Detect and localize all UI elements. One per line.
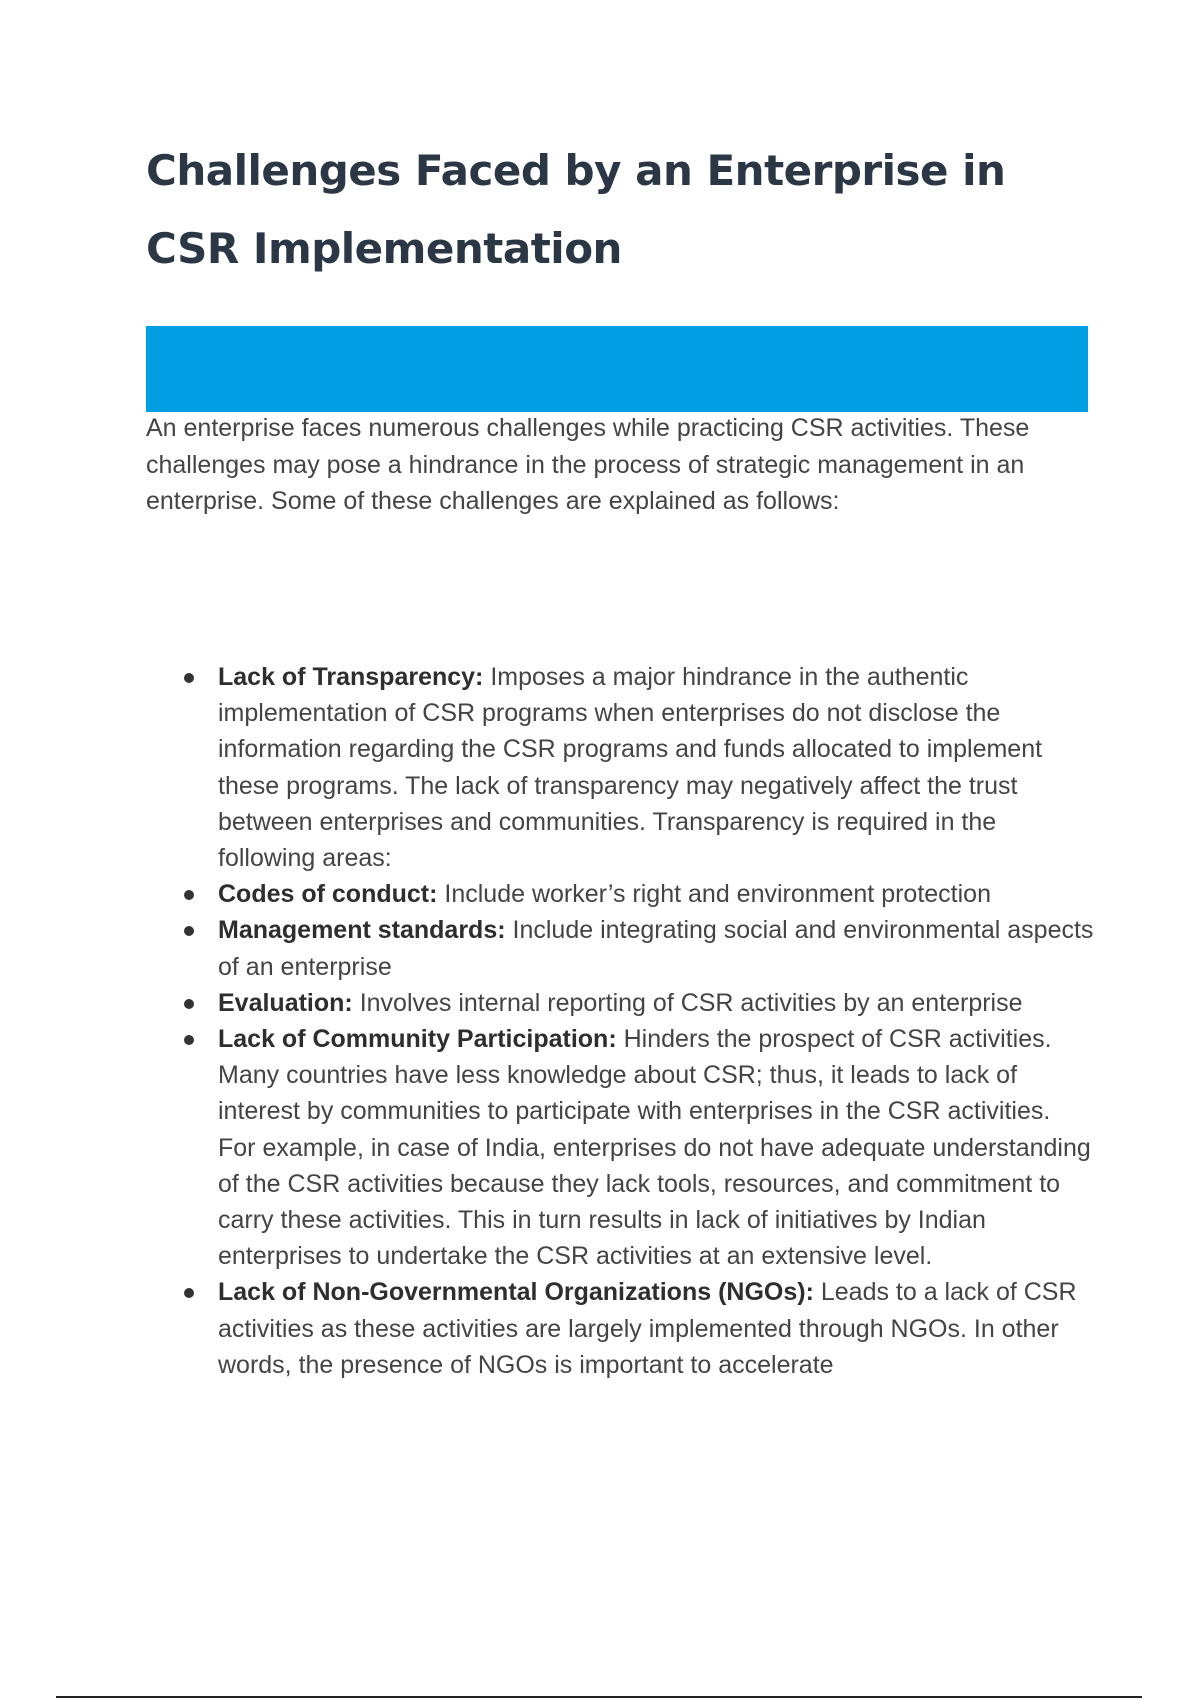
bullet-icon <box>184 890 194 900</box>
challenge-term: Lack of Non-Governmental Organizations (NGOs): <box>218 1278 814 1307</box>
challenge-term: Evaluation: <box>218 988 353 1017</box>
challenge-description: Leads to a lack of CSR activities as these activities are largely implemented through NGOs. In other words, the presence of NGOs is important to accelerate <box>218 1278 1077 1379</box>
bullet-icon <box>184 926 194 936</box>
intro-paragraph: An enterprise faces numerous challenges while practicing CSR activities. These challenges may pose a hindrance in the process of strategic management in an enterprise. Some of these challenges are explained as follows: <box>146 414 1030 515</box>
challenge-description: Include worker’s right and environment protection <box>437 880 991 909</box>
header-banner <box>146 326 1088 412</box>
challenge-term: Lack of Transparency: <box>218 663 484 691</box>
list-item <box>146 876 1094 912</box>
bullet-icon <box>184 673 194 683</box>
footer-divider <box>56 1696 1142 1698</box>
challenge-term: Lack of Community Participation: <box>218 1025 617 1054</box>
challenge-description: Hinders the prospect of CSR activities. Many countries have less knowledge about CSR; thus, it leads to lack of interest by communities to participate with enterprises in the CSR activities. For example, in case of India, enterprises do not have adequate understanding of the CSR activities because they lack tools, resources, and commitment to carry these activities. This in turn results in lack of initiatives by Indian enterprises to undertake the CSR activities at an extensive level. <box>218 1025 1091 1271</box>
list-item <box>146 912 1094 984</box>
challenge-term: Management standards: <box>218 916 506 945</box>
list-item <box>146 659 1094 876</box>
challenge-term: Codes of conduct: <box>218 880 438 909</box>
list-item <box>146 985 1094 1021</box>
list-item <box>146 1021 1094 1274</box>
bullet-icon <box>184 1288 194 1298</box>
bullet-icon <box>184 999 194 1009</box>
list-item <box>146 1274 1094 1383</box>
challenge-description: Imposes a major hindrance in the authentic implementation of CSR programs when enterprises do not disclose the information regarding the CSR programs and funds allocated to implement these programs. The lack of transparency may negatively affect the trust between enterprises and communities. Transparency is required in the following areas: <box>218 663 1043 873</box>
challenge-list <box>146 659 1094 1383</box>
challenge-description: Include integrating social and environmental aspects of an enterprise <box>218 916 1094 981</box>
bullet-icon <box>184 1035 194 1045</box>
page-title: Challenges Faced by an Enterprise in CSR Implementation <box>146 146 1006 273</box>
challenge-description: Involves internal reporting of CSR activities by an enterprise <box>352 988 1023 1017</box>
